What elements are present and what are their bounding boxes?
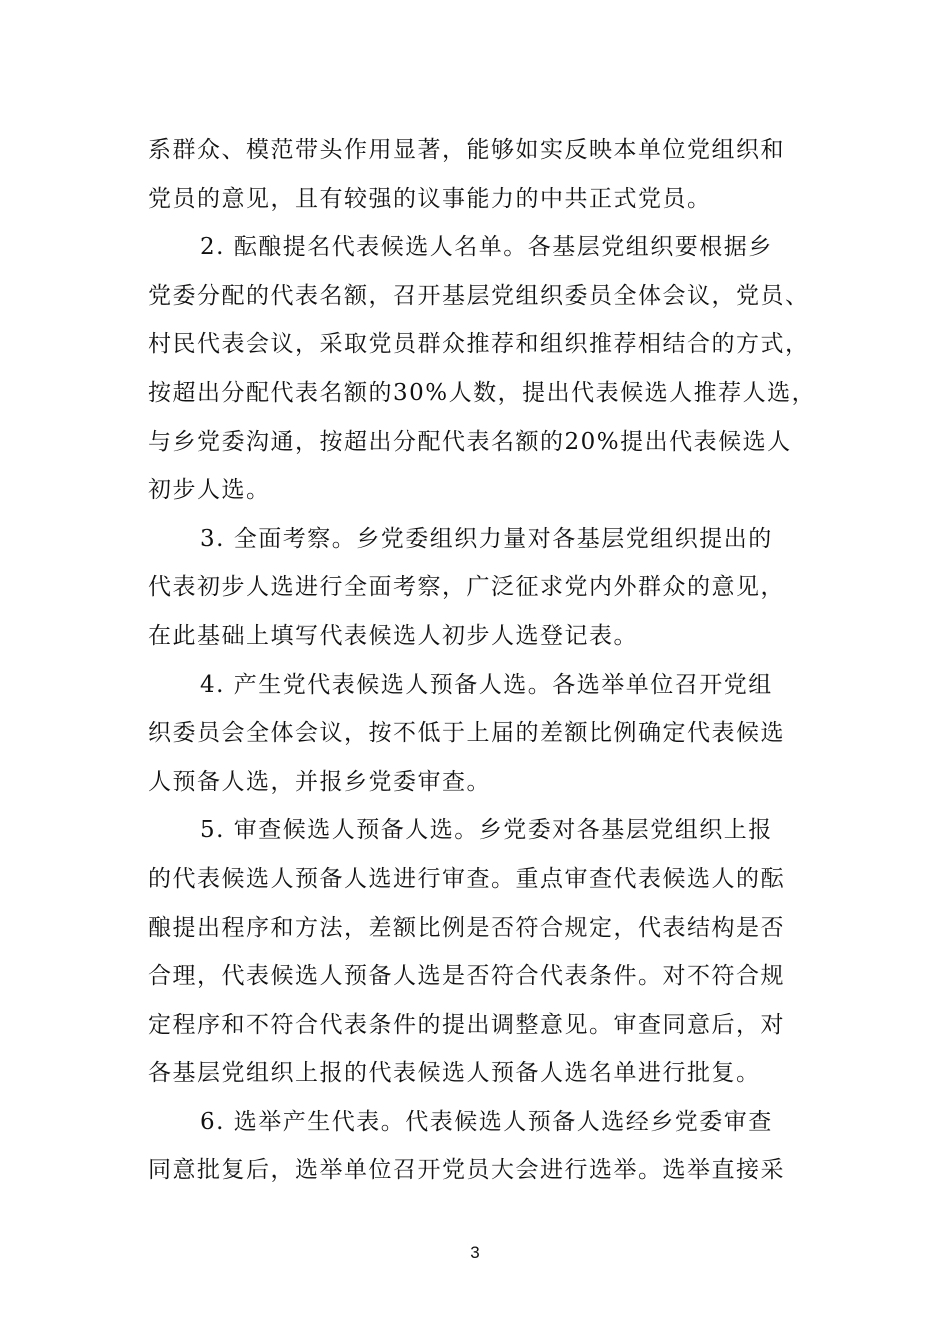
paragraph-4-start: 4. 产生党代表候选人预备人选。各选举单位召开党组 [200, 671, 773, 698]
paragraph-6-start: 6. 选举产生代表。代表候选人预备人选经乡党委审查 [200, 1108, 773, 1135]
text-line: 初步人选。 [148, 477, 271, 504]
text-line: 定程序和不符合代表条件的提出调整意见。审查同意后，对 [148, 1011, 785, 1038]
text-line: 同意批复后，选举单位召开党员大会进行选举。选举直接采 [148, 1157, 785, 1184]
text-line: 党员的意见，且有较强的议事能力的中共正式党员。 [148, 185, 712, 212]
text-line: 按超出分配代表名额的30%人数，提出代表候选人推荐人选， [148, 379, 817, 406]
paragraph-5-start: 5. 审查候选人预备人选。乡党委对各基层党组织上报 [200, 817, 773, 844]
text-line: 党委分配的代表名额，召开基层党组织委员全体会议，党员、 [148, 282, 810, 309]
text-line: 与乡党委沟通，按超出分配代表名额的20%提出代表候选人 [148, 428, 792, 455]
text-line: 合理，代表候选人预备人选是否符合代表条件。对不符合规 [148, 963, 785, 990]
text-line: 系群众、模范带头作用显著，能够如实反映本单位党组织和 [148, 137, 785, 163]
text-line: 村民代表会议，采取党员群众推荐和组织推荐相结合的方式， [148, 331, 810, 358]
paragraph-3-start: 3. 全面考察。乡党委组织力量对各基层党组织提出的 [200, 525, 773, 552]
text-line: 在此基础上填写代表候选人初步人选登记表。 [148, 622, 638, 649]
page-number: 3 [470, 1243, 480, 1262]
text-line: 人预备人选，并报乡党委审查。 [148, 768, 491, 795]
text-line: 酿提出程序和方法，差额比例是否符合规定，代表结构是否 [148, 914, 785, 941]
text-line: 代表初步人选进行全面考察，广泛征求党内外群众的意见， [148, 574, 785, 601]
text-line: 的代表候选人预备人选进行审查。重点审查代表候选人的酝 [148, 865, 785, 892]
text-line: 各基层党组织上报的代表候选人预备人选名单进行批复。 [148, 1060, 761, 1087]
text-line: 织委员会全体会议，按不低于上届的差额比例确定代表候选 [148, 720, 785, 747]
paragraph-2-start: 2. 酝酿提名代表候选人名单。各基层党组织要根据乡 [200, 234, 773, 261]
document-body [148, 126, 817, 1195]
